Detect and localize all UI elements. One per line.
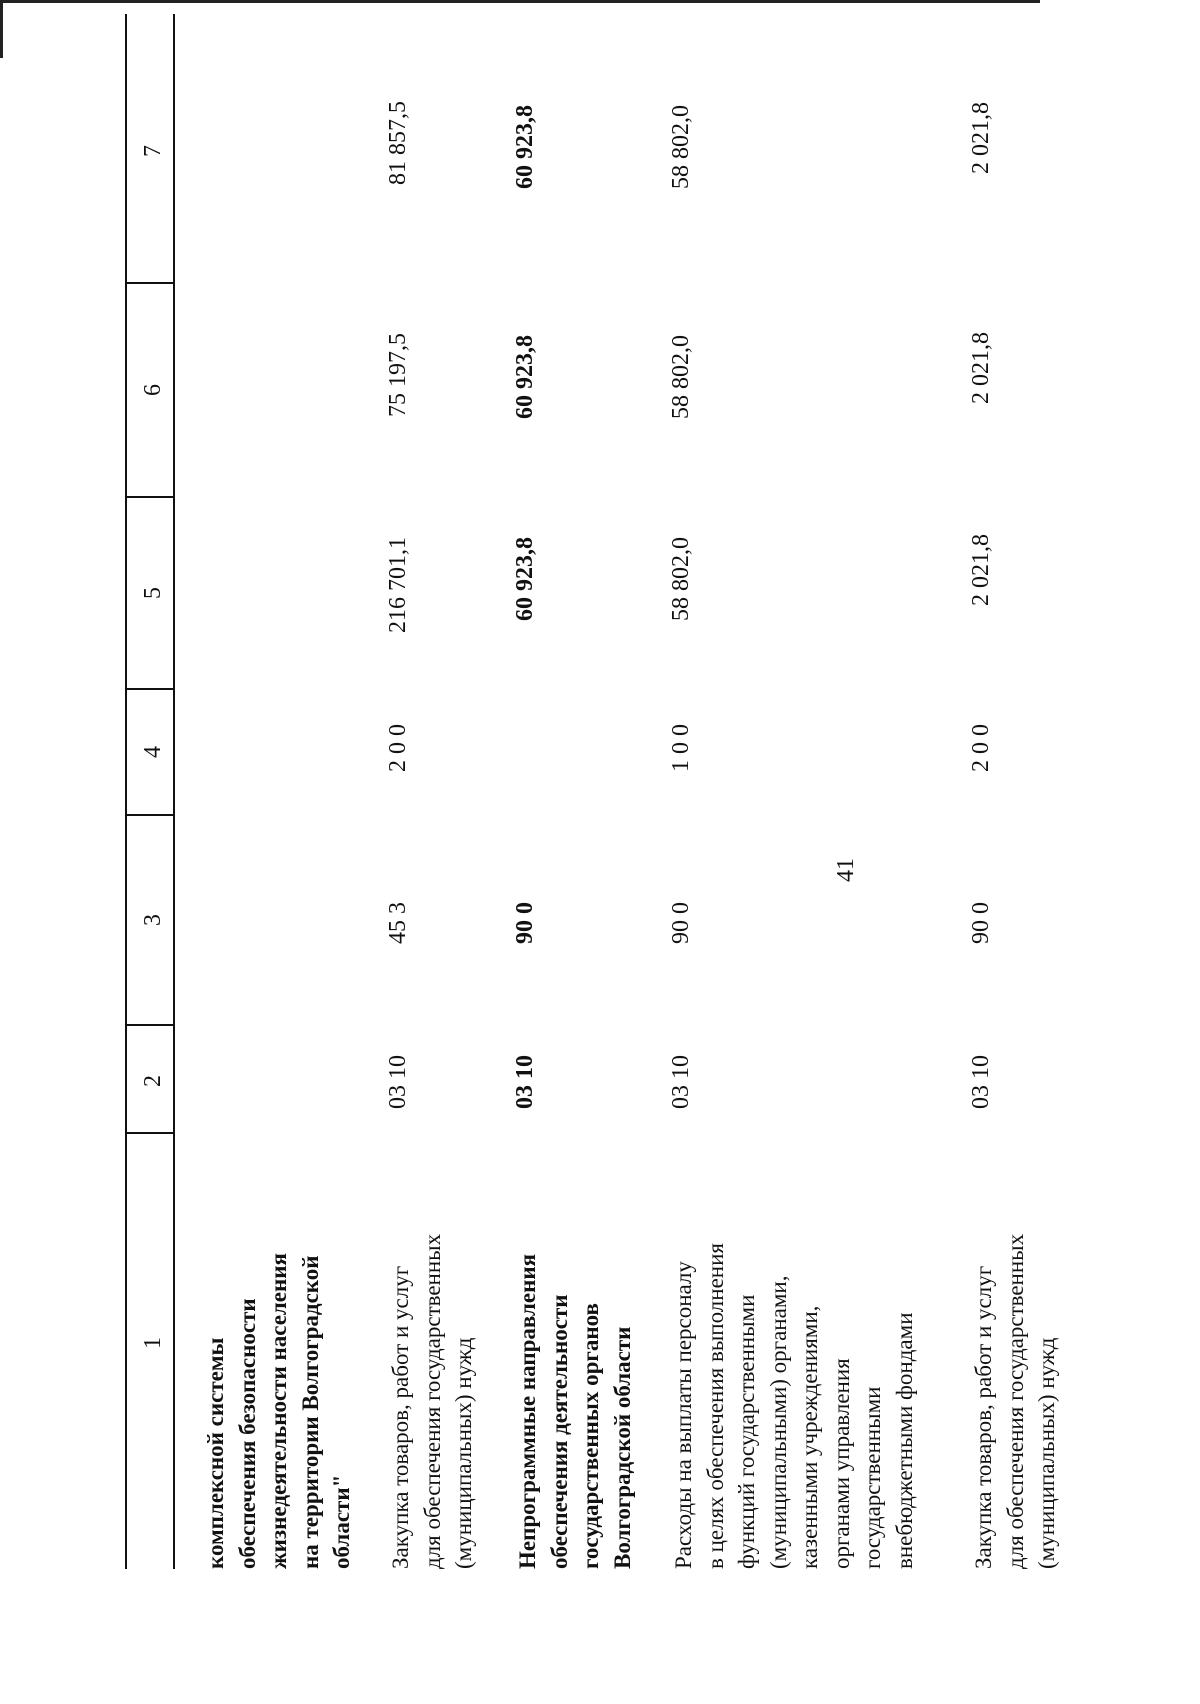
column-separator [125, 283, 173, 285]
column-header-5: 5 [140, 587, 166, 599]
row-cell-col3: 45 3 [385, 902, 411, 944]
row-cell-col5: 60 923,8 [512, 537, 538, 621]
row-label: Непрограммные направления обеспечения деятельности государственных органов Волгоградской области [515, 1253, 635, 1569]
column-separator [125, 815, 173, 817]
row-cell-col7: 60 923,8 [512, 105, 538, 189]
row-cell-col5: 2 021,8 [968, 534, 994, 606]
row-cell-col6: 75 197,5 [385, 333, 411, 417]
column-separator [125, 1133, 173, 1135]
row-cell-col3: 90 0 [968, 902, 994, 944]
column-header-4: 4 [140, 746, 166, 758]
row-cell-col6: 58 802,0 [668, 335, 694, 419]
row-cell-col7: 2 021,8 [968, 102, 994, 174]
row-cell-col7: 58 802,0 [668, 105, 694, 189]
row-cell-col2: 03 10 [385, 1055, 411, 1109]
column-header-2: 2 [140, 1075, 166, 1087]
row-cell-col2: 03 10 [512, 1055, 538, 1109]
column-header-3: 3 [140, 914, 166, 926]
table-header-rule [173, 14, 175, 1569]
column-separator [125, 689, 173, 691]
row-label: Закупка товаров, работ и услуг для обеспечения государственных (муниципальных) нужд [971, 1233, 1059, 1569]
row-cell-col3: 90 0 [512, 902, 538, 944]
row-cell-col4: 2 0 0 [385, 724, 411, 772]
row-cell-col2: 03 10 [668, 1055, 694, 1109]
column-separator [125, 1025, 173, 1027]
row-cell-col4: 2 0 0 [968, 724, 994, 772]
column-header-7: 7 [140, 145, 166, 157]
row-cell-col6: 2 021,8 [968, 332, 994, 404]
row-cell-col5: 58 802,0 [668, 537, 694, 621]
table-top-rule [125, 14, 127, 1569]
row-cell-col7: 81 857,5 [385, 101, 411, 185]
row-cell-col4: 1 0 0 [668, 724, 694, 772]
row-cell-col6: 60 923,8 [512, 335, 538, 419]
column-header-1: 1 [140, 1337, 166, 1349]
row-label: Закупка товаров, работ и услуг для обеспечения государственных (муниципальных) нужд [388, 1233, 476, 1569]
row-label: комплексной системы обеспечения безопасности жизнедеятельности населения на территории Волгоградской области" [203, 1253, 354, 1569]
row-cell-col5: 216 701,1 [385, 537, 411, 633]
column-header-6: 6 [140, 384, 166, 396]
column-separator [125, 497, 173, 499]
row-cell-col2: 03 10 [968, 1055, 994, 1109]
row-cell-col3: 90 0 [668, 902, 694, 944]
row-label: Расходы на выплаты персоналу в целях обеспечения выполнения функций государственными (муниципальными) органами, казенными учреждениями, органами управления государственными внебюджетными фондами [671, 1243, 917, 1569]
page-number: 41 [833, 858, 859, 882]
